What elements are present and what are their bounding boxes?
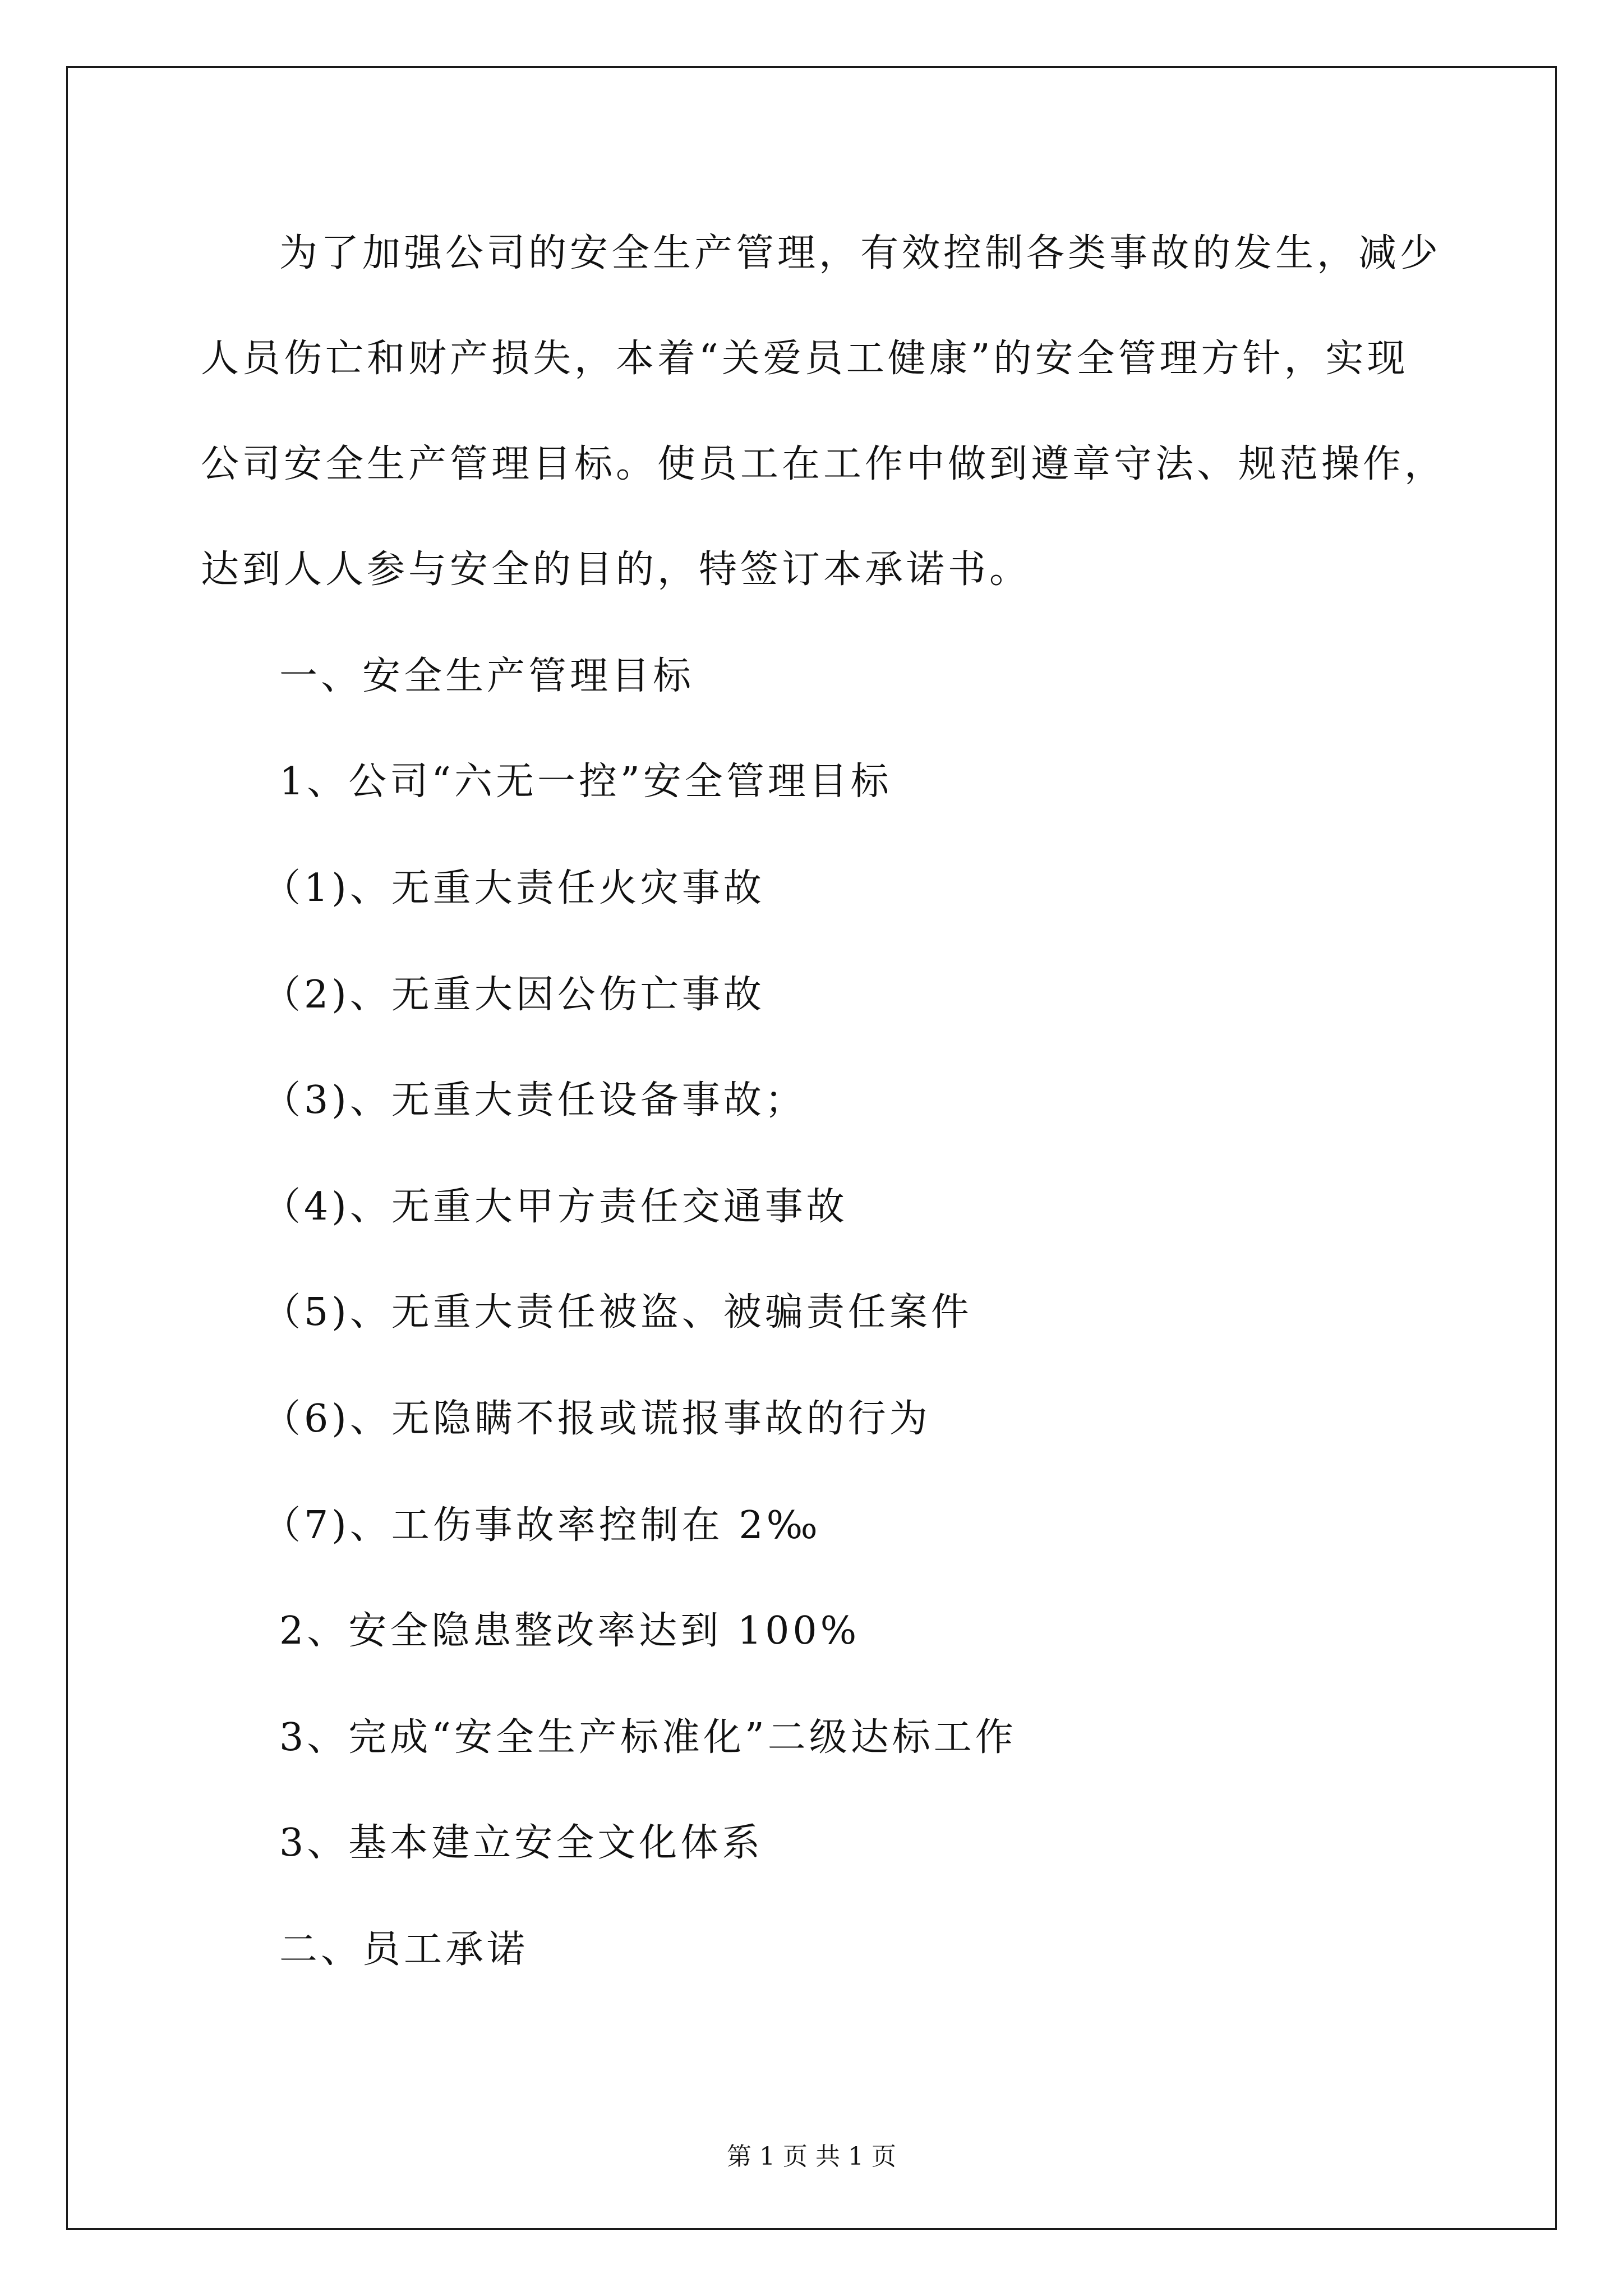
- intro-line-4: 达到人人参与安全的目的，特签订本承诺书。: [201, 547, 1031, 592]
- sub-item-5: （5)、无重大责任被盗、被骗责任案件: [262, 1290, 972, 1335]
- item-1-heading: 1、公司“六无一控”安全管理目标: [279, 760, 892, 804]
- intro-line-2: 人员伤亡和财产损失，本着“关爱员工健康”的安全管理方针，实现: [201, 337, 1409, 381]
- sub-item-4: （4)、无重大甲方责任交通事故: [262, 1185, 848, 1229]
- sub-item-6: （6)、无隐瞒不报或谎报事故的行为: [262, 1397, 931, 1441]
- sub-item-1: （1)、无重大责任火灾事故: [262, 866, 765, 910]
- section-one-heading: 一、安全生产管理目标: [279, 654, 695, 698]
- item-3b: 3、基本建立安全文化体系: [279, 1821, 764, 1865]
- page-border: [66, 66, 1557, 2230]
- page-number-footer: 第 1 页 共 1 页: [727, 2142, 896, 2171]
- intro-line-3: 公司安全生产管理目标。使员工在工作中做到遵章守法、规范操作，: [201, 442, 1446, 486]
- section-two-heading: 二、员工承诺: [279, 1927, 529, 1972]
- sub-item-2: （2)、无重大因公伤亡事故: [262, 973, 765, 1017]
- intro-line-1: 为了加强公司的安全生产管理，有效控制各类事故的发生，减少: [279, 231, 1442, 275]
- item-2: 2、安全隐患整改率达到 100%: [279, 1609, 860, 1653]
- sub-item-3: （3)、无重大责任设备事故；: [262, 1078, 806, 1122]
- item-3a: 3、完成“安全生产标准化”二级达标工作: [279, 1715, 1017, 1760]
- sub-item-7: （7)、工伤事故率控制在 2‰: [262, 1503, 821, 1548]
